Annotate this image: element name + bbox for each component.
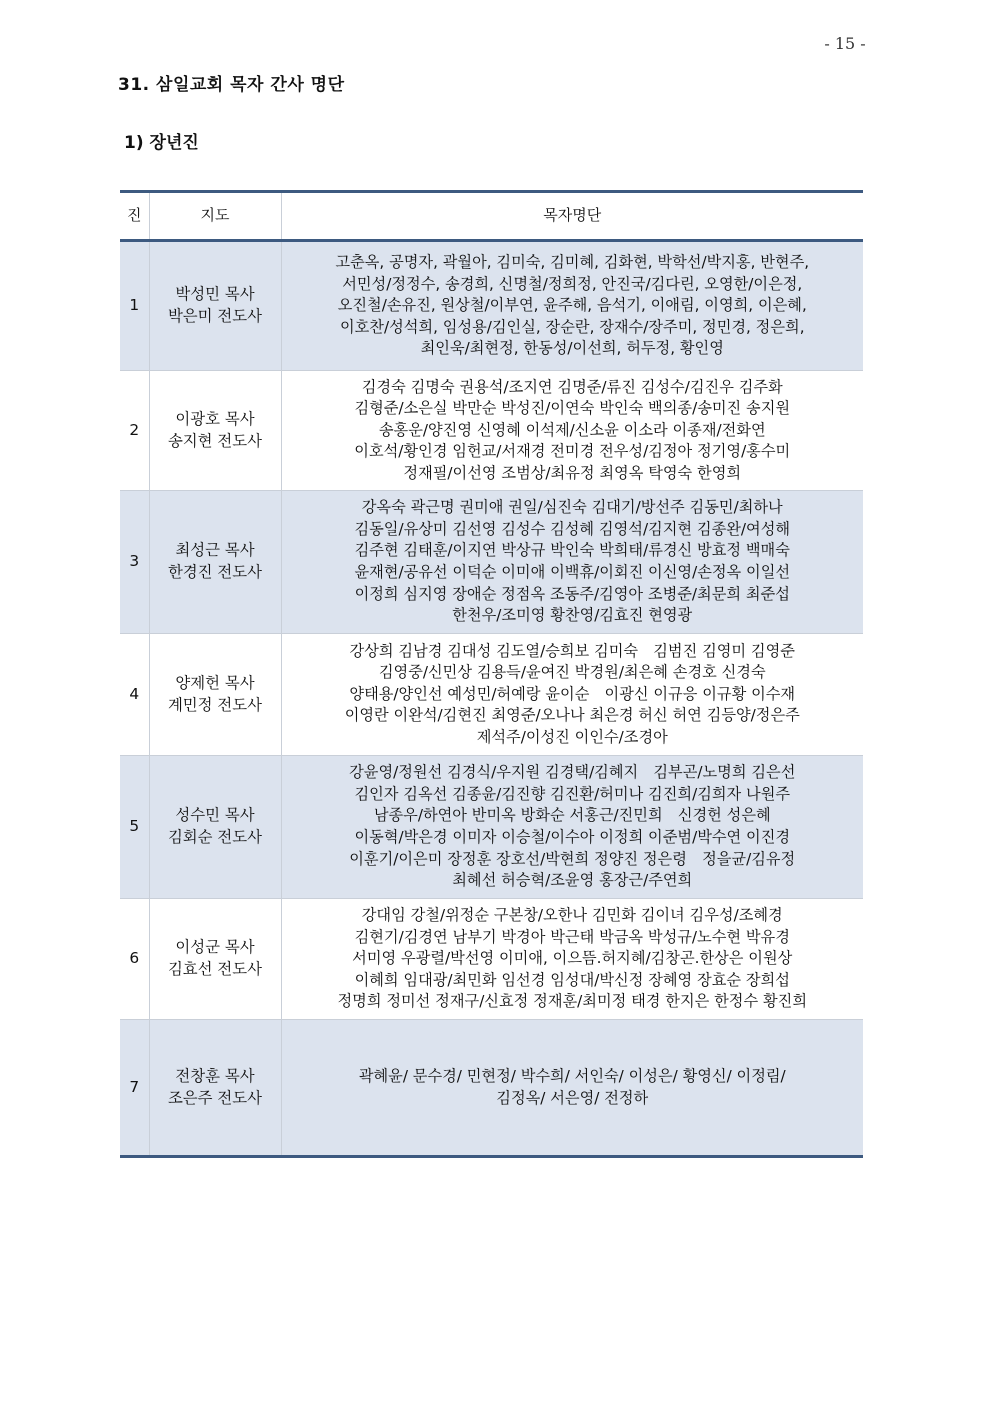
member-line: 서미영 우광렬/박선영 이미애, 이으뜸.허지혜/김창곤.한상은 이원상 — [352, 949, 793, 968]
evangelist-name: 한경진 전도사 — [167, 563, 263, 581]
pastor-name: 성수민 목사 — [175, 806, 255, 825]
evangelist-name: 조은주 전도사 — [167, 1088, 263, 1107]
member-line: 송홍운/양진영 신영혜 이석제/신소윤 이소라 이종재/전화연 — [378, 420, 766, 439]
table-header-row — [120, 192, 863, 241]
member-line: 강윤영/정원선 김경식/우지원 김경택/김혜지 김부곤/노명희 김은선 — [349, 763, 796, 782]
table-row — [120, 241, 863, 371]
sub-title: 1) 장년진 — [124, 133, 199, 153]
group-number: 4 — [120, 634, 149, 756]
group-number: 7 — [120, 1020, 149, 1157]
pastor-name: 최성근 목사 — [175, 541, 255, 560]
evangelist-name: 송지현 전도사 — [167, 431, 263, 450]
pastor-name: 이광호 목사 — [175, 409, 255, 428]
evangelist-name: 계민정 전도사 — [167, 695, 263, 714]
member-line: 이호석/황인경 임헌교/서재경 전미경 전우성/김정아 정기영/홍수미 — [354, 442, 791, 461]
group-members — [281, 756, 863, 899]
group-leaders — [149, 491, 281, 634]
member-line: 오진철/손유진, 원상철/이부연, 윤주해, 음석기, 이애림, 이영희, 이은혜, — [337, 296, 807, 315]
header-leaders: 지도 — [149, 192, 281, 241]
table-row — [120, 634, 863, 756]
member-line: 이정희 심지영 장애순 정점옥 조동주/김영아 조병준/최문희 최준섭 — [354, 584, 790, 603]
member-line: 이훈기/이은미 장정훈 장호선/박현희 정양진 정은령 정을균/김유정 — [349, 849, 796, 868]
group-number: 1 — [120, 241, 149, 371]
member-line: 양태용/양인선 예성민/허예랑 윤이순 이광신 이규응 이규황 이수재 — [349, 684, 796, 703]
section-title: 31. 삼일교회 목자 간사 명단 — [118, 75, 345, 95]
member-line: 정명희 정미선 정재구/신효정 정재훈/최미정 태경 한지은 한정수 황진희 — [337, 992, 807, 1011]
group-leaders — [149, 634, 281, 756]
evangelist-name: 김회순 전도사 — [167, 828, 263, 846]
member-line: 정재필/이선영 조범상/최유정 최영옥 탁영숙 한영희 — [403, 463, 742, 482]
member-line: 이호찬/성석희, 임성용/김인실, 장순란, 장재수/장주미, 정민경, 정은희, — [339, 317, 805, 336]
table-row — [120, 1020, 863, 1157]
member-line: 이동혁/박은경 이미자 이승철/이수아 이정희 이준범/박수연 이진경 — [354, 828, 791, 846]
group-leaders — [149, 756, 281, 899]
member-line: 김형준/소은실 박만순 박성진/이연숙 박인숙 백의종/송미진 송지원 — [354, 399, 791, 418]
table-row — [120, 491, 863, 634]
member-line: 최혜선 허승혁/조윤영 홍장근/주연희 — [452, 871, 693, 890]
group-members — [281, 371, 863, 491]
group-number: 6 — [120, 899, 149, 1020]
member-line: 김경숙 김명숙 권용석/조지연 김명준/류진 김성수/김진우 김주화 — [361, 377, 783, 396]
roster-table — [120, 190, 863, 1158]
header-group-number: 진 — [120, 192, 149, 241]
member-line: 김현기/김경연 남부기 박경아 박근태 박금옥 박성규/노수현 박유경 — [354, 927, 790, 946]
group-members — [281, 491, 863, 634]
member-line: 강대임 강철/위정순 구본창/오한나 김민화 김이녀 김우성/조혜경 — [361, 906, 783, 925]
table-row — [120, 899, 863, 1020]
pastor-name: 박성민 목사 — [175, 285, 255, 304]
member-line: 이영란 이완석/김현진 최영준/오나나 최은경 허신 허연 김등양/정은주 — [344, 706, 800, 725]
member-line: 이혜희 임대광/최민화 임선경 임성대/박신정 장혜영 장효순 장희섭 — [354, 970, 790, 989]
member-line: 최인욱/최현정, 한동성/이선희, 허두정, 황인영 — [420, 339, 724, 358]
member-line: 강상희 김남경 김대성 김도열/승희보 김미숙 김범진 김영미 김영준 — [349, 641, 795, 660]
group-members — [281, 1020, 863, 1157]
group-leaders — [149, 371, 281, 491]
group-number: 3 — [120, 491, 149, 634]
evangelist-name: 김효선 전도사 — [167, 960, 263, 978]
member-line: 김정옥/ 서은영/ 전정하 — [496, 1088, 649, 1107]
member-line: 곽혜윤/ 문수경/ 민현정/ 박수희/ 서인숙/ 이성은/ 황영신/ 이정림/ — [358, 1066, 786, 1085]
page-number: - 15 - — [824, 34, 866, 53]
group-leaders — [149, 1020, 281, 1157]
group-members — [281, 634, 863, 756]
group-number: 5 — [120, 756, 149, 899]
table-row — [120, 756, 863, 899]
pastor-name: 전창훈 목사 — [175, 1066, 255, 1085]
member-line: 김동일/유상미 김선영 김성수 김성혜 김영석/김지현 김종완/여성해 — [354, 519, 791, 538]
pastor-name: 양제헌 목사 — [175, 673, 255, 692]
evangelist-name: 박은미 전도사 — [167, 307, 263, 325]
member-line: 윤재현/공유선 이덕순 이미애 이백휴/이회진 이신영/손정옥 이일선 — [354, 563, 791, 581]
member-line: 김인자 김옥선 김종윤/김진향 김진환/허미나 김진희/김희자 나원주 — [354, 784, 791, 803]
member-line: 강옥숙 곽근명 권미애 권일/심진숙 김대기/방선주 김동민/최하나 — [361, 498, 783, 517]
member-line: 제석주/이성진 이인수/조경아 — [476, 727, 668, 746]
member-line: 김주현 김태훈/이지연 박상규 박인숙 박희태/류경신 방효정 백매숙 — [354, 541, 790, 560]
header-members: 목자명단 — [281, 192, 863, 241]
member-line: 김영중/신민상 김용득/윤여진 박경원/최은혜 손경호 신경숙 — [378, 663, 766, 682]
group-number: 2 — [120, 371, 149, 491]
group-members — [281, 899, 863, 1020]
group-leaders — [149, 899, 281, 1020]
member-line: 한천우/조미영 황찬영/김효진 현영광 — [452, 606, 693, 625]
group-leaders — [149, 241, 281, 371]
member-line: 남종우/하연아 반미옥 방화순 서홍근/진민희 신경헌 성은혜 — [373, 806, 771, 825]
group-members — [281, 241, 863, 371]
pastor-name: 이성군 목사 — [175, 938, 255, 957]
member-line: 고춘옥, 공명자, 곽월아, 김미숙, 김미혜, 김화현, 박학선/박지홍, 반현주, — [335, 253, 810, 272]
table-row — [120, 371, 863, 491]
member-line: 서민성/정정수, 송경희, 신명철/정희정, 안진국/김다린, 오영한/이은정, — [342, 274, 803, 293]
